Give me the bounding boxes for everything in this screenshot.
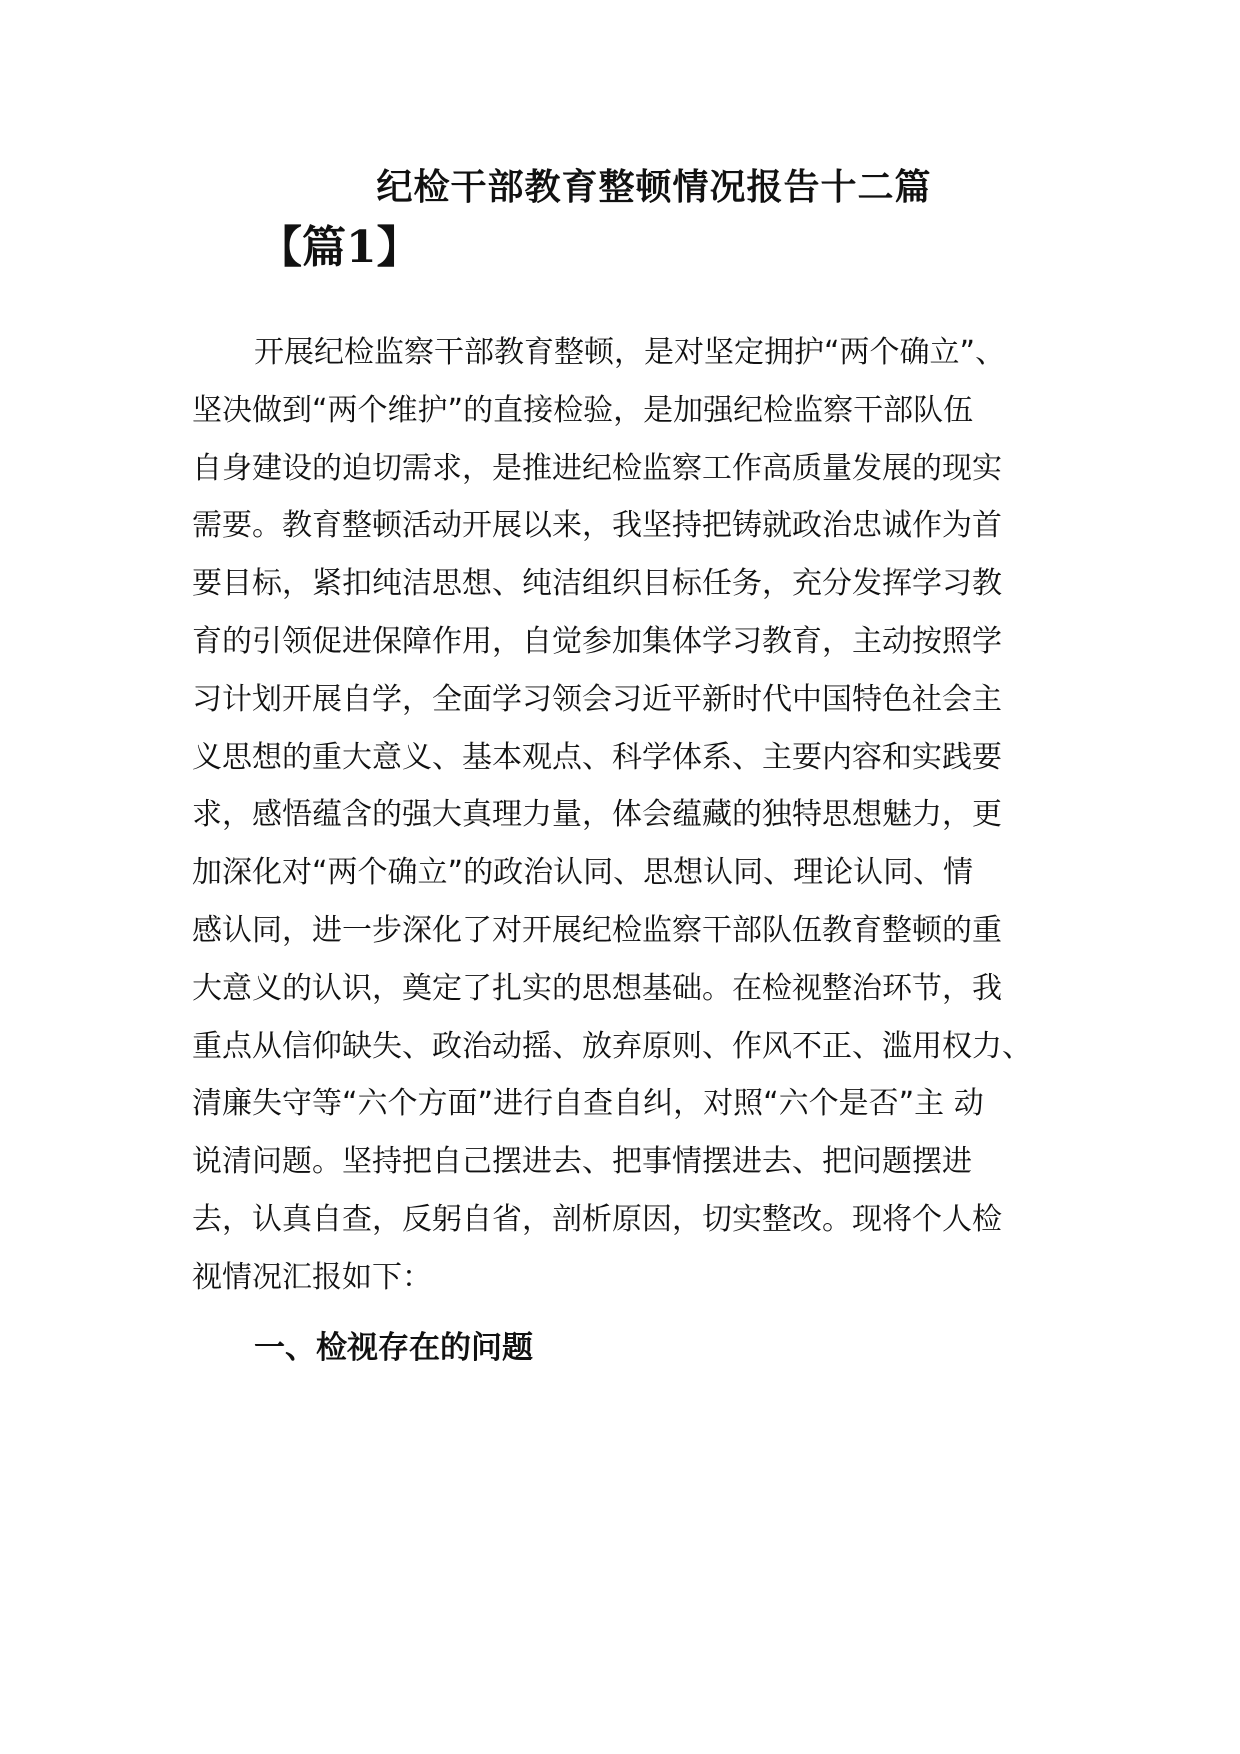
paragraph-line: 大意义的认识，奠定了扎实的思想基础。在检视整治环节，我 — [192, 970, 1002, 1006]
paragraph-line: 去，认真自查，反躬自省，剖析原因，切实整改。现将个人检 — [192, 1201, 1002, 1237]
body-paragraph — [192, 324, 1054, 1307]
paragraph-line: 义思想的重大意义、基本观点、科学体系、主要内容和实践要 — [192, 739, 1002, 775]
paragraph-line: 加深化对“两个确立”的政治认同、思想认同、理论认同、情 — [192, 855, 974, 891]
paragraph-line: 求，感悟蕴含的强大真理力量，体会蕴藏的独特思想魅力，更 — [192, 797, 1002, 833]
section-mark: 【篇1】 — [258, 222, 421, 273]
paragraph-line: 要目标，紧扣纯洁思想、纯洁组织目标任务，充分发挥学习教 — [192, 566, 1002, 602]
paragraph-line: 视情况汇报如下： — [192, 1259, 432, 1295]
paragraph-line: 清廉失守等“六个方面”进行自查自纠，对照“六个是否”主 动 — [192, 1086, 984, 1122]
paragraph-line: 重点从信仰缺失、政治动摇、放弃原则、作风不正、滥用权力、 — [192, 1028, 1032, 1064]
paragraph-line: 育的引领促进保障作用，自觉参加集体学习教育，主动按照学 — [192, 623, 1002, 659]
paragraph-line: 坚决做到“两个维护”的直接检验，是加强纪检监察干部队伍 — [192, 392, 974, 428]
paragraph-line: 需要。教育整顿活动开展以来，我坚持把铸就政治忠诚作为首 — [192, 508, 1002, 544]
document-title: 纪检干部教育整顿情况报告十二篇 — [376, 166, 932, 208]
paragraph-line: 自身建设的迫切需求，是推进纪检监察工作高质量发展的现实 — [192, 450, 1002, 486]
paragraph-line: 开展纪检监察干部教育整顿，是对坚定拥护“两个确立”、 — [254, 335, 1006, 370]
paragraph-line: 感认同，进一步深化了对开展纪检监察干部队伍教育整顿的重 — [192, 912, 1002, 948]
paragraph-line: 习计划开展自学，全面学习领会习近平新时代中国特色社会主 — [192, 681, 1002, 717]
paragraph-line: 说清问题。坚持把自己摆进去、把事情摆进去、把问题摆进 — [192, 1144, 972, 1180]
section-heading: 一、检视存在的问题 — [254, 1330, 533, 1366]
